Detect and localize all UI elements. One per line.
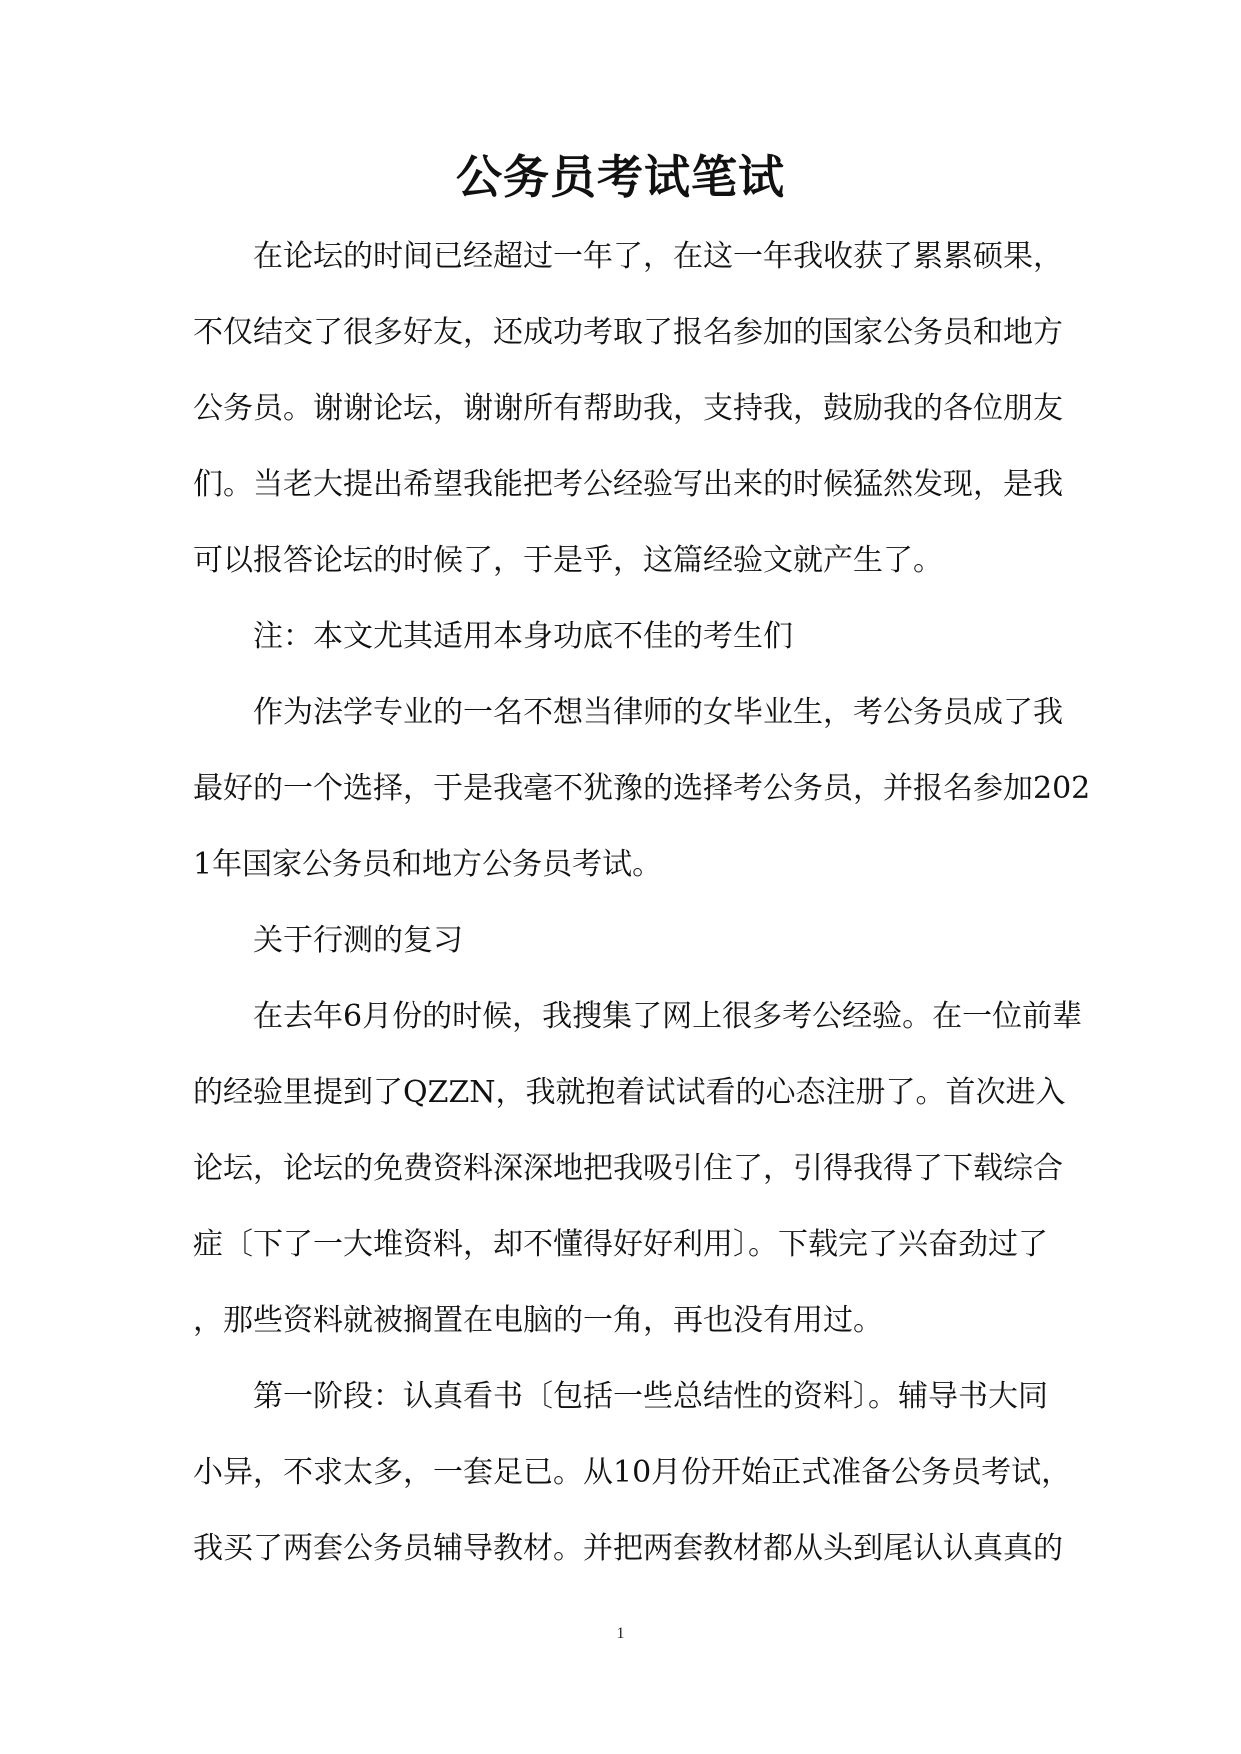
section-heading: 关于行测的复习: [253, 923, 463, 958]
text-line: 1年国家公务员和地方公务员考试。: [193, 847, 663, 882]
text-line: 在论坛的时间已经超过一年了，在这一年我收获了累累硕果，: [253, 239, 1063, 274]
text-line: 在去年6月份的时候，我搜集了网上很多考公经验。在一位前辈: [253, 999, 1083, 1034]
page-number: 1: [616, 1625, 625, 1642]
text-line: 第一阶段：认真看书〔包括一些总结性的资料〕。辅导书大同: [253, 1379, 1048, 1414]
text-line: 论坛，论坛的免费资料深深地把我吸引住了，引得我得了下载综合: [193, 1151, 1063, 1186]
text-line: 作为法学专业的一名不想当律师的女毕业生，考公务员成了我: [253, 695, 1063, 730]
text-line: 小异，不求太多，一套足已。从10月份开始正式准备公务员考试，: [193, 1455, 1072, 1490]
document-body: [193, 229, 1091, 1597]
document-title: 公务员考试笔试: [456, 150, 785, 204]
text-line: 们。当老大提出希望我能把考公经验写出来的时候猛然发现，是我: [193, 467, 1063, 502]
text-line: 症〔下了一大堆资料，却不懂得好好利用〕。下载完了兴奋劲过了: [193, 1227, 1048, 1262]
text-line: 公务员。谢谢论坛，谢谢所有帮助我，支持我，鼓励我的各位朋友: [193, 391, 1063, 426]
text-line: ，那些资料就被搁置在电脑的一角，再也没有用过。: [193, 1303, 883, 1338]
text-line: 最好的一个选择，于是我毫不犹豫的选择考公务员，并报名参加202: [193, 771, 1091, 806]
text-line: 注：本文尤其适用本身功底不佳的考生们: [253, 619, 793, 654]
text-line: 不仅结交了很多好友，还成功考取了报名参加的国家公务员和地方: [193, 315, 1063, 350]
text-line: 可以报答论坛的时候了，于是乎，这篇经验文就产生了。: [193, 543, 943, 578]
text-line: 的经验里提到了QZZN，我就抱着试试看的心态注册了。首次进入: [193, 1075, 1066, 1110]
text-line: 我买了两套公务员辅导教材。并把两套教材都从头到尾认认真真的: [193, 1531, 1063, 1566]
